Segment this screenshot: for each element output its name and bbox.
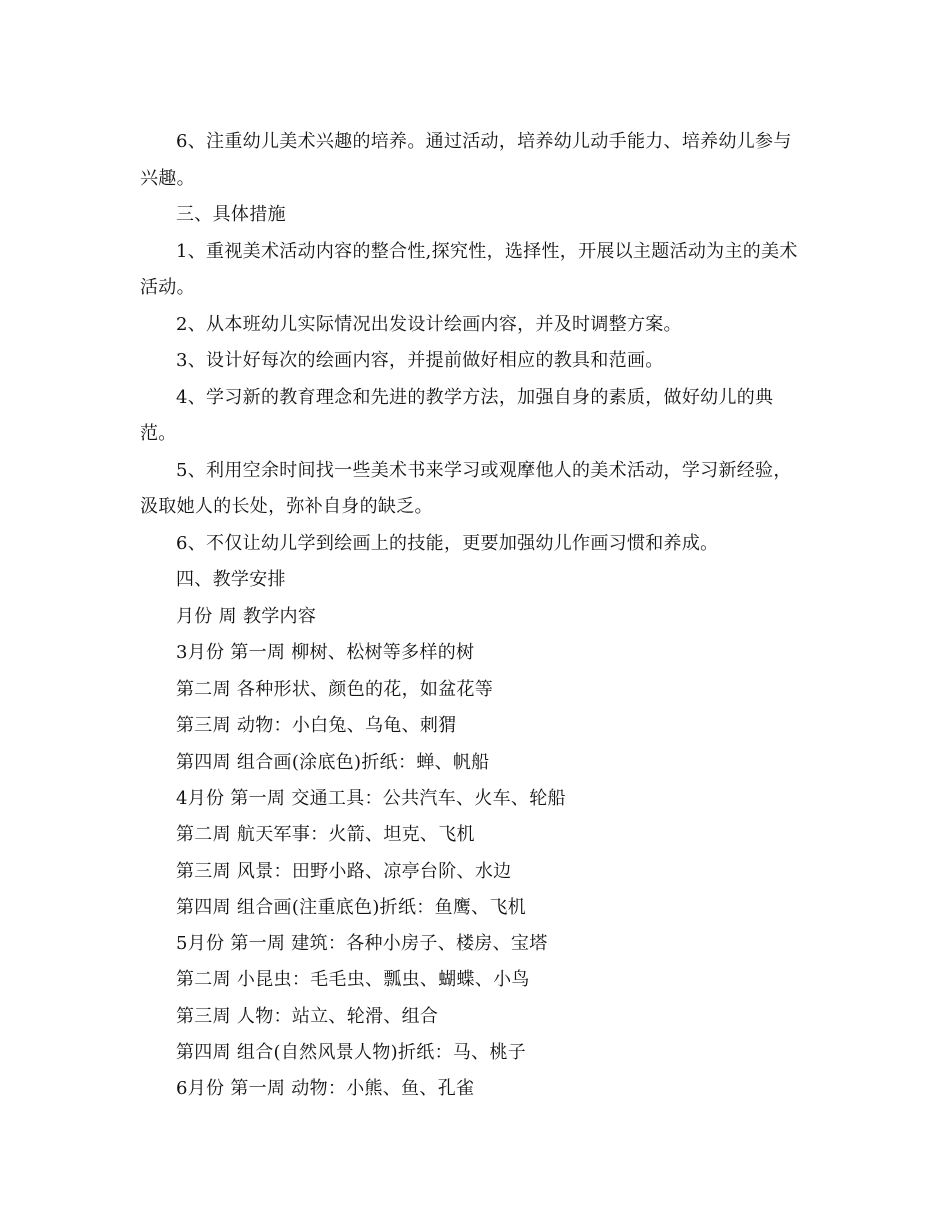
section-heading: 四、教学安排	[176, 569, 286, 590]
schedule-row: 第四周 组合(自然风景人物)折纸：马、桃子	[176, 1042, 527, 1063]
schedule-row: 第二周 小昆虫：毛毛虫、瓢虫、蝴蝶、小鸟	[176, 969, 530, 990]
schedule-row: 3月份 第一周 柳树、松树等多样的树	[176, 642, 475, 663]
paragraph-line: 范。	[140, 423, 177, 444]
schedule-row: 6月份 第一周 动物：小熊、鱼、孔雀	[176, 1078, 475, 1099]
paragraph-line: 兴趣。	[140, 168, 195, 189]
paragraph-line: 3、设计好每次的绘画内容，并提前做好相应的教具和范画。	[176, 350, 664, 371]
paragraph-line: 1、重视美术活动内容的整合性,探究性，选择性，开展以主题活动为主的美术	[176, 241, 798, 262]
paragraph-line: 汲取她人的长处，弥补自身的缺乏。	[140, 496, 433, 517]
schedule-row: 第二周 各种形状、颜色的花，如盆花等	[176, 679, 494, 700]
paragraph-line: 6、注重幼儿美术兴趣的培养。通过活动，培养幼儿动手能力、培养幼儿参与	[176, 131, 792, 152]
schedule-row: 第四周 组合画(注重底色)折纸：鱼鹰、飞机	[176, 897, 527, 918]
schedule-row: 第三周 动物：小白兔、乌龟、刺猬	[176, 715, 457, 736]
schedule-row: 4月份 第一周 交通工具：公共汽车、火车、轮船	[176, 788, 566, 809]
schedule-row: 5月份 第一周 建筑：各种小房子、楼房、宝塔	[176, 933, 548, 954]
paragraph-line: 6、不仅让幼儿学到绘画上的技能，更要加强幼儿作画习惯和养成。	[176, 533, 719, 554]
schedule-row: 第二周 航天军事：火箭、坦克、飞机	[176, 824, 475, 845]
paragraph-line: 4、学习新的教育理念和先进的教学方法，加强自身的素质，做好幼儿的典	[176, 387, 774, 408]
schedule-row: 第三周 风景：田野小路、凉亭台阶、水边	[176, 861, 512, 882]
paragraph-line: 活动。	[140, 277, 195, 298]
schedule-row: 第三周 人物：站立、轮滑、组合	[176, 1006, 439, 1027]
paragraph-line: 2、从本班幼儿实际情况出发设计绘画内容，并及时调整方案。	[176, 314, 682, 335]
section-heading: 三、具体措施	[176, 204, 286, 225]
schedule-row: 第四周 组合画(涂底色)折纸：蝉、帆船	[176, 752, 490, 773]
paragraph-line: 5、利用空余时间找一些美术书来学习或观摩他人的美术活动，学习新经验，	[176, 460, 792, 481]
schedule-header: 月份 周 教学内容	[176, 606, 317, 627]
